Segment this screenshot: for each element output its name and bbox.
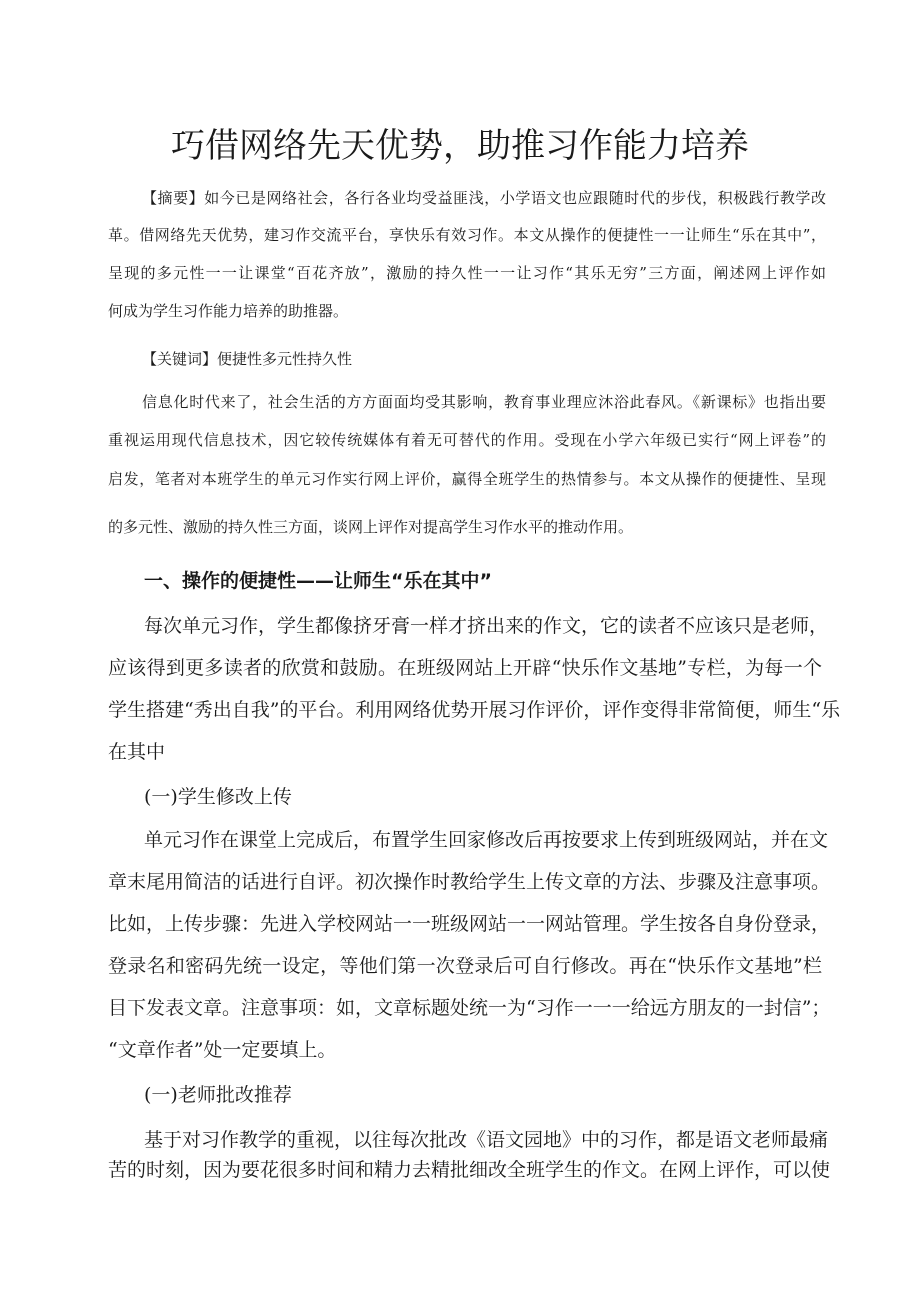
paragraph-line: 学生搭建“秀出自我”的平台。利用网络优势开展习作评价，评作变得非常简便，师生“乐	[108, 699, 841, 721]
document-title: 巧借网络先天优势，助推习作能力培养	[171, 126, 749, 166]
paragraph-line: 单元习作在课堂上完成后，布置学生回家修改后再按要求上传到班级网站，并在文	[144, 829, 829, 851]
intro-line-2: 重视运用现代信息技术，因它较传统媒体有着无可替代的作用。受现在小学六年级已实行“网上评卷”的	[108, 431, 826, 449]
abstract-line-4: 何成为学生习作能力培养的助推器。	[108, 302, 349, 320]
intro-line-3: 启发，笔者对本班学生的单元习作实行网上评价，赢得全班学生的热情参与。本文从操作的便捷性、呈现	[108, 470, 826, 488]
section-heading: 一、操作的便捷性——让师生“乐在其中”	[144, 570, 492, 592]
intro-line-4: 的多元性、激励的持久性三方面，谈网上评作对提高学生习作水平的推动作用。	[108, 518, 634, 536]
paragraph-line: 登录名和密码先统一设定，等他们第一次登录后可自行修改。再在“快乐作文基地”栏	[108, 955, 822, 977]
paragraph-line: 章末尾用简洁的话进行自评。初次操作时教给学生上传文章的方法、步骤及注意事项。	[108, 871, 831, 893]
paragraph-line: “文章作者”处一定要填上。	[108, 1039, 337, 1061]
paragraph-line: 苦的时刻，因为要花很多时间和精力去精批细改全班学生的作文。在网上评作，可以使	[108, 1159, 831, 1181]
subsection-heading: (一)老师批改推荐	[144, 1084, 292, 1106]
paragraph-line: 每次单元习作，学生都像挤牙膏一样才挤出来的作文，它的读者不应该只是老师，	[144, 615, 829, 637]
keywords: 【关键词】便捷性多元性持久性	[142, 350, 353, 368]
abstract-line-1: 【摘要】如今已是网络社会，各行各业均受益匪浅，小学语文也应跟随时代的步伐，积极践行教学改	[142, 189, 826, 207]
subsection-heading: (一)学生修改上传	[144, 786, 292, 808]
paragraph-line: 基于对习作教学的重视，以往每次批改《语文园地》中的习作，都是语文老师最痛	[144, 1129, 829, 1151]
intro-line-1: 信息化时代来了，社会生活的方方面面均受其影响，教育事业理应沐浴此春风。《新课标》也指出要	[142, 393, 826, 411]
paragraph-line: 目下发表文章。注意事项：如，文章标题处统一为“习作一一一给远方朋友的一封信”；	[108, 997, 831, 1019]
paragraph-line: 应该得到更多读者的欣赏和鼓励。在班级网站上开辟“快乐作文基地”专栏，为每一个	[108, 657, 822, 679]
abstract-line-2: 革。借网络先天优势，建习作交流平台，享快乐有效习作。本文从操作的便捷性一一让师生“乐在其中”，	[108, 226, 826, 244]
paragraph-line: 在其中	[108, 741, 166, 763]
abstract-line-3: 呈现的多元性一一让课堂“百花齐放”，激励的持久性一一让习作“其乐无穷”三方面，阐述网上评作如	[108, 264, 826, 282]
paragraph-line: 比如，上传步骤：先进入学校网站一一班级网站一一网站管理。学生按各自身份登录，	[108, 913, 831, 935]
